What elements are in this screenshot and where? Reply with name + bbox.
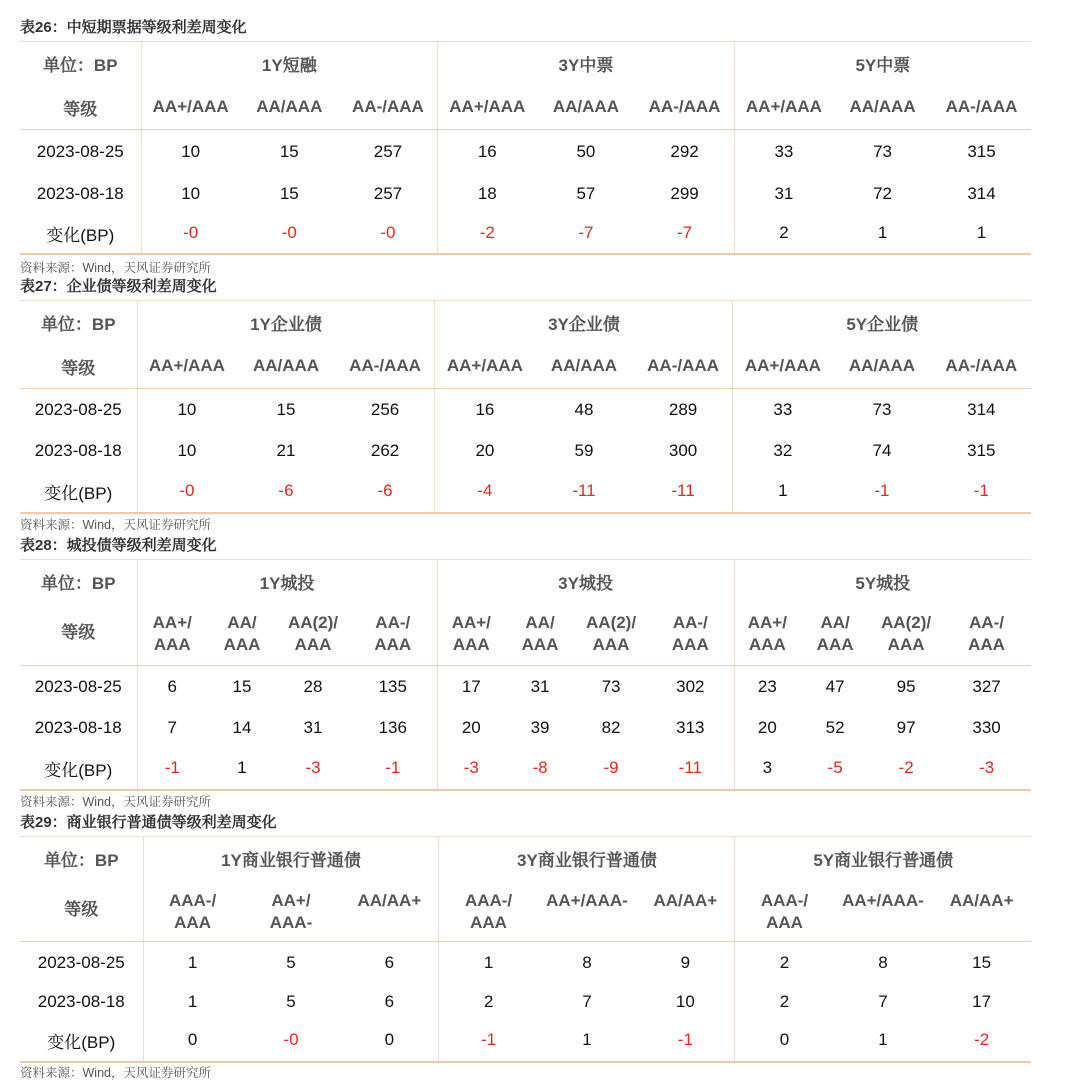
- cell-value: -7: [578, 223, 594, 242]
- cell-value: 73: [872, 399, 892, 419]
- cell-value: -7: [677, 223, 693, 242]
- table-title: 表27：企业债等级利差周变化: [20, 278, 217, 295]
- cell-value: -0: [281, 223, 297, 242]
- grade-header: AA/ AAA: [207, 604, 277, 666]
- cell-value: 7: [582, 991, 592, 1011]
- cell-value: 2: [439, 984, 538, 1020]
- grade-header: AAA-/ AAA: [143, 881, 242, 942]
- cell-value: -9: [603, 758, 619, 777]
- table-row: [20, 942, 1031, 984]
- grade-header: AA/AAA: [240, 86, 339, 130]
- cell-value: -0: [380, 223, 396, 242]
- cell-value: 82: [601, 717, 621, 737]
- cell-value: 314: [967, 399, 996, 419]
- cell-value: 59: [574, 440, 594, 460]
- table-row: [20, 1020, 1031, 1062]
- grade-header: AAA-/ AAA: [439, 881, 538, 942]
- cell-value: 17: [972, 991, 992, 1011]
- cell-value: 1: [143, 942, 242, 984]
- source-note: 资料来源：Wind，天风证券研究所: [20, 517, 211, 532]
- grade-header: AA/AA+: [636, 881, 735, 942]
- cell-value: 15: [279, 183, 299, 203]
- cell-value: 73: [873, 141, 893, 161]
- unit-label: 单位：BP: [43, 851, 119, 871]
- grade-header: AA+/AAA: [733, 345, 832, 389]
- group-header: 3Y商业银行普通债: [439, 837, 735, 881]
- cell-value: 1: [439, 942, 538, 984]
- group-header: 5Y中票: [734, 42, 1031, 86]
- grade-header: AA+/AAA: [734, 86, 833, 130]
- cell-value: 31: [734, 174, 833, 214]
- cell-value: 0: [384, 1030, 395, 1049]
- table-body: [20, 942, 1031, 1062]
- cell-value: 15: [232, 676, 252, 696]
- cell-value: 17: [437, 666, 505, 708]
- cell-value: 10: [137, 431, 236, 471]
- cell-value: -1: [874, 481, 890, 500]
- cell-value: -1: [677, 1030, 693, 1049]
- cell-value: 50: [576, 141, 596, 161]
- cell-value: 48: [574, 399, 594, 419]
- group-header: 3Y中票: [438, 42, 735, 86]
- group-header: 3Y城投: [437, 560, 734, 604]
- cell-value: -8: [532, 758, 548, 777]
- cell-value: -1: [973, 481, 989, 500]
- cell-value: 313: [676, 717, 705, 737]
- cell-value: 97: [896, 717, 916, 737]
- table-27-block: [20, 278, 1031, 533]
- cell-value: 327: [972, 676, 1001, 696]
- grade-header: AA/AAA: [537, 86, 636, 130]
- table-body: [20, 389, 1031, 513]
- spread-table-27: [20, 300, 1031, 514]
- group-header: 1Y企业债: [137, 301, 435, 345]
- cell-value: 14: [232, 717, 252, 737]
- group-header: 5Y城投: [734, 560, 1031, 604]
- table-row: [20, 214, 1031, 254]
- row-label: 2023-08-18: [36, 183, 124, 203]
- table-26-block: [20, 19, 1031, 276]
- grade-header: AA(2)/ AAA: [870, 604, 942, 666]
- unit-label: 单位：BP: [40, 315, 116, 335]
- cell-value: 135: [378, 676, 407, 696]
- table-row: [20, 431, 1031, 471]
- grade-label: 等级: [20, 604, 137, 666]
- grade-label: 等级: [20, 345, 137, 389]
- unit-label: 单位：BP: [40, 574, 116, 594]
- cell-value: 28: [303, 676, 323, 696]
- cell-value: -1: [385, 758, 401, 777]
- cell-value: -4: [435, 471, 534, 513]
- cell-value: 315: [967, 141, 996, 161]
- cell-value: 15: [972, 952, 992, 972]
- grade-header: AA+/ AAA: [437, 604, 505, 666]
- cell-value: -3: [437, 748, 505, 790]
- cell-value: -3: [305, 758, 321, 777]
- grade-header: AA+/AAA-: [538, 881, 637, 942]
- cell-value: 7: [137, 708, 207, 748]
- cell-value: 31: [530, 676, 550, 696]
- group-header: 1Y短融: [141, 42, 438, 86]
- cell-value: 0: [735, 1020, 834, 1062]
- grade-header: AA(2)/ AAA: [575, 604, 647, 666]
- cell-value: 10: [141, 174, 240, 214]
- cell-value: 1: [877, 223, 888, 242]
- cell-value: 74: [872, 440, 892, 460]
- cell-value: 9: [680, 952, 691, 972]
- cell-value: 10: [137, 389, 236, 431]
- cell-value: 20: [435, 431, 534, 471]
- grade-header: AA/AA+: [340, 881, 439, 942]
- cell-value: 1: [582, 1030, 592, 1049]
- grade-header: AA+/ AAA: [734, 604, 800, 666]
- spread-table-26: [20, 41, 1031, 255]
- cell-value: -1: [439, 1020, 538, 1062]
- cell-value: 1: [143, 984, 242, 1020]
- grade-header: AA-/ AAA: [942, 604, 1031, 666]
- spread-table-29: [20, 836, 1031, 1063]
- cell-value: 136: [378, 717, 407, 737]
- cell-value: 95: [896, 676, 916, 696]
- cell-value: 7: [878, 991, 888, 1011]
- cell-value: 20: [734, 708, 800, 748]
- cell-value: 15: [279, 141, 299, 161]
- cell-value: 330: [972, 717, 1001, 737]
- cell-value: 3: [734, 748, 800, 790]
- cell-value: 302: [676, 676, 705, 696]
- table-row: [20, 984, 1031, 1020]
- row-label: 2023-08-25: [36, 141, 124, 161]
- cell-value: 47: [825, 676, 845, 696]
- cell-value: 8: [582, 952, 592, 972]
- row-label: 2023-08-25: [37, 952, 125, 972]
- grade-header: AA/ AAA: [505, 604, 575, 666]
- cell-value: -11: [671, 481, 695, 500]
- cell-value: 18: [438, 174, 537, 214]
- cell-value: 2: [734, 214, 833, 254]
- cell-value: -0: [283, 1030, 299, 1049]
- grade-header: AA+/AAA-: [834, 881, 933, 942]
- grade-header: AA/ AAA: [800, 604, 870, 666]
- cell-value: 0: [143, 1020, 242, 1062]
- table-title: 表29：商业银行普通债等级利差周变化: [20, 814, 277, 831]
- cell-value: 1: [237, 758, 247, 777]
- cell-value: 2: [735, 984, 834, 1020]
- group-header: 5Y企业债: [733, 301, 1031, 345]
- cell-value: 314: [967, 183, 996, 203]
- cell-value: 6: [137, 666, 207, 708]
- group-header: 1Y城投: [137, 560, 437, 604]
- grade-header: AA/AA+: [932, 881, 1031, 942]
- cell-value: 57: [576, 183, 596, 203]
- cell-value: 15: [276, 399, 296, 419]
- grade-header: AA+/AAA: [438, 86, 537, 130]
- cell-value: -0: [137, 471, 236, 513]
- row-label: 变化(BP): [47, 1032, 116, 1052]
- group-header: 5Y商业银行普通债: [735, 837, 1031, 881]
- cell-value: 31: [303, 717, 323, 737]
- cell-value: 16: [435, 389, 534, 431]
- grade-header: AA/AAA: [832, 345, 931, 389]
- grade-header: AA-/AAA: [634, 345, 733, 389]
- cell-value: 292: [670, 141, 699, 161]
- grade-label: 等级: [20, 881, 143, 942]
- unit-label: 单位：BP: [42, 56, 118, 76]
- table-row: [20, 748, 1031, 790]
- group-header: 1Y商业银行普通债: [143, 837, 439, 881]
- cell-value: 1: [976, 223, 987, 242]
- cell-value: 20: [437, 708, 505, 748]
- row-label: 2023-08-25: [34, 399, 122, 419]
- table-row: [20, 389, 1031, 431]
- table-row: [20, 471, 1031, 513]
- row-label: 2023-08-18: [37, 991, 125, 1011]
- cell-value: 33: [733, 389, 832, 431]
- table-row: [20, 174, 1031, 214]
- cell-value: 257: [373, 183, 403, 203]
- cell-value: 315: [967, 440, 996, 460]
- grade-header: AA-/AAA: [339, 86, 438, 130]
- row-label: 变化(BP): [44, 760, 113, 780]
- cell-value: 300: [668, 440, 698, 460]
- cell-value: 5: [286, 952, 296, 972]
- grade-header: AA+/AAA: [137, 345, 236, 389]
- grade-header: AA-/AAA: [635, 86, 734, 130]
- table-title: 表28：城投债等级利差周变化: [20, 537, 217, 554]
- cell-value: 39: [530, 717, 550, 737]
- table-body: [20, 666, 1031, 790]
- source-note: 资料来源：Wind，天风证券研究所: [20, 260, 211, 275]
- spread-table-28: [20, 559, 1031, 791]
- grade-header: AA/AAA: [534, 345, 633, 389]
- cell-value: 1: [878, 1030, 888, 1049]
- cell-value: 23: [734, 666, 800, 708]
- row-label: 2023-08-18: [34, 440, 122, 460]
- cell-value: -2: [898, 758, 914, 777]
- row-label: 变化(BP): [46, 225, 115, 245]
- cell-value: -2: [974, 1030, 990, 1049]
- grade-header: AA+/AAA: [435, 345, 534, 389]
- table-29-block: [20, 814, 1031, 1081]
- table-row: [20, 666, 1031, 708]
- table-row: [20, 708, 1031, 748]
- cell-value: -2: [438, 214, 537, 254]
- table-title: 表26：中短期票据等级利差周变化: [20, 19, 247, 36]
- row-label: 2023-08-25: [34, 676, 122, 696]
- cell-value: 262: [370, 440, 400, 460]
- cell-value: 10: [141, 130, 240, 174]
- cell-value: 256: [370, 399, 400, 419]
- grade-header: AA+/ AAA-: [242, 881, 341, 942]
- cell-value: 52: [825, 717, 845, 737]
- cell-value: -11: [572, 481, 596, 500]
- table-body: [20, 130, 1031, 254]
- cell-value: 257: [373, 141, 403, 161]
- cell-value: 1: [733, 471, 832, 513]
- cell-value: -3: [978, 758, 995, 777]
- cell-value: 6: [384, 991, 395, 1011]
- cell-value: 6: [384, 952, 395, 972]
- group-header: 3Y企业债: [435, 301, 733, 345]
- cell-value: 33: [734, 130, 833, 174]
- cell-value: -6: [278, 481, 294, 500]
- cell-value: 73: [601, 676, 621, 696]
- cell-value: 32: [733, 431, 832, 471]
- cell-value: 289: [668, 399, 698, 419]
- source-note: 资料来源：Wind，天风证券研究所: [20, 794, 211, 809]
- grade-header: AA(2)/ AAA: [277, 604, 349, 666]
- row-label: 2023-08-18: [34, 717, 122, 737]
- cell-value: 21: [276, 440, 296, 460]
- cell-value: -0: [141, 214, 240, 254]
- source-note: 资料来源：Wind，天风证券研究所: [20, 1065, 211, 1080]
- grade-header: AA-/AAA: [932, 86, 1031, 130]
- row-label: 变化(BP): [44, 483, 113, 503]
- grade-header: AAA-/ AAA: [735, 881, 834, 942]
- cell-value: -5: [827, 758, 843, 777]
- cell-value: 72: [873, 183, 893, 203]
- grade-header: AA-/ AAA: [647, 604, 734, 666]
- cell-value: 16: [438, 130, 537, 174]
- table-28-block: [20, 537, 1031, 810]
- grade-header: AA-/AAA: [932, 345, 1031, 389]
- cell-value: 2: [735, 942, 834, 984]
- cell-value: -1: [137, 748, 207, 790]
- grade-header: AA+/ AAA: [137, 604, 207, 666]
- cell-value: 5: [286, 991, 296, 1011]
- cell-value: -11: [678, 758, 702, 777]
- grade-header: AA/AAA: [833, 86, 932, 130]
- grade-header: AA-/AAA: [336, 345, 435, 389]
- grade-header: AA-/ AAA: [349, 604, 437, 666]
- grade-header: AA+/AAA: [141, 86, 240, 130]
- cell-value: 10: [675, 991, 695, 1011]
- cell-value: 8: [878, 952, 888, 972]
- cell-value: -6: [377, 481, 393, 500]
- cell-value: 299: [670, 183, 699, 203]
- table-row: [20, 130, 1031, 174]
- grade-header: AA/AAA: [236, 345, 335, 389]
- grade-label: 等级: [20, 86, 141, 130]
